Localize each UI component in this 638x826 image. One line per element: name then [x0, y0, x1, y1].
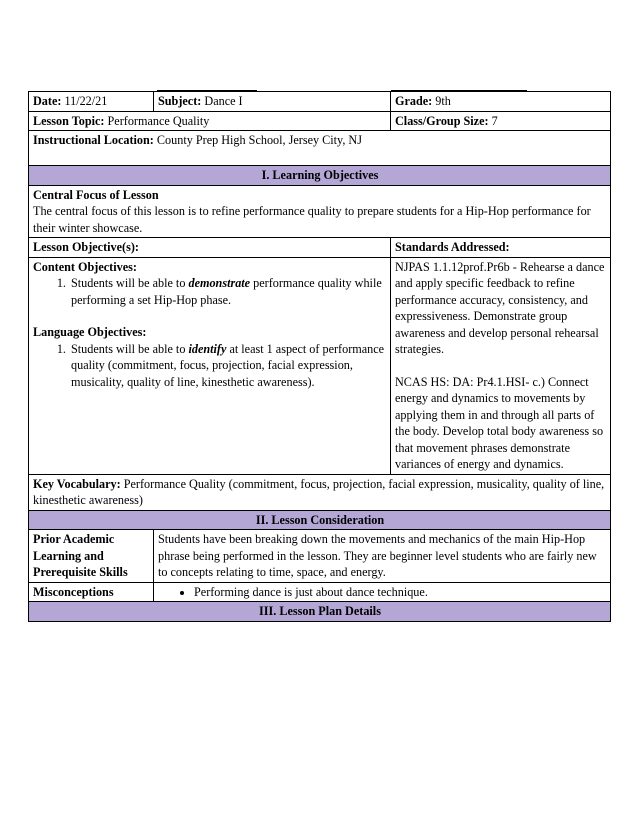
topic-value: Performance Quality [107, 113, 210, 128]
vocabulary-text: Performance Quality (commitment, focus, projection, facial expression, musicality, quality of line, kinesthetic awareness) [33, 476, 605, 507]
lesson-plan-table [28, 91, 611, 622]
location-label: Instructional Location: [33, 133, 154, 147]
standards-header: Standards Addressed: [395, 240, 510, 254]
vocabulary-row [29, 474, 611, 510]
misconceptions-label: Misconceptions [33, 584, 114, 599]
central-focus-text: The central focus of this lesson is to refine performance quality to prepare students for a Hip-Hop performance for their winter showcase. [33, 204, 591, 235]
language-objective-emphasis: identify [188, 341, 227, 356]
central-focus-row [29, 185, 611, 238]
grade-value: 9th [435, 94, 451, 108]
section-title-lesson-plan-details: III. Lesson Plan Details [29, 602, 611, 622]
standard-ncas: NCAS HS: DA: Pr4.1.HSI- c.) Connect energy and dynamics to movements by applying them in and through all parts of the body. Develop total body awareness so that movement phrases demonstrate variances of energy and dynamics. [395, 374, 604, 471]
date-value: 11/22/21 [64, 94, 108, 108]
content-objectives-title: Content Objectives: [33, 259, 137, 274]
content-objective-emphasis: demonstrate [188, 276, 251, 290]
vocabulary-cell [29, 474, 611, 510]
prior-learning-row [29, 530, 611, 583]
objective-header-cell [29, 238, 391, 258]
location-row [29, 131, 611, 166]
section-header-lesson-plan-details [29, 602, 611, 622]
prior-learning-label-cell [29, 530, 154, 583]
location-cell [29, 131, 611, 166]
misconceptions-label-cell [29, 582, 154, 602]
objectives-header-row [29, 238, 611, 258]
topic-label: Lesson Topic: [33, 113, 105, 128]
vocabulary-label: Key Vocabulary: [33, 476, 121, 491]
objectives-row [29, 257, 611, 474]
topic-cell [29, 111, 391, 131]
standards-header-cell [391, 238, 611, 258]
subject-label: Subject: [158, 94, 202, 108]
content-objectives-list [33, 275, 387, 308]
section-header-learning-objectives [29, 166, 611, 186]
language-objectives-title: Language Objectives: [33, 325, 147, 339]
class-size-label: Class/Group Size: [395, 113, 489, 128]
misconceptions-row [29, 582, 611, 602]
central-focus-cell [29, 185, 611, 238]
language-objectives-list [33, 341, 387, 391]
objective-header: Lesson Objective(s): [33, 240, 139, 254]
header-row-2 [29, 111, 611, 131]
subject-value: Dance I [204, 94, 243, 108]
content-objective-item: 1. Students will be able to demonstrate performance quality while performing a set Hip-Hop phase. [69, 275, 387, 308]
class-size-value: 7 [491, 113, 498, 128]
misconception-item: • Performing dance is just about dance technique. [194, 584, 607, 601]
grade-cell [391, 92, 611, 112]
section-title-lesson-consideration: II. Lesson Consideration [29, 510, 611, 530]
standards-cell [391, 257, 611, 474]
subject-cell [154, 92, 391, 112]
misconceptions-list [158, 584, 607, 601]
section-title-learning-objectives: I. Learning Objectives [29, 166, 611, 186]
date-cell [29, 92, 154, 112]
section-header-lesson-consideration [29, 510, 611, 530]
location-value: County Prep High School, Jersey City, NJ [156, 133, 362, 147]
central-focus-title: Central Focus of Lesson [33, 187, 159, 202]
objectives-cell [29, 257, 391, 474]
grade-label: Grade: [395, 94, 433, 108]
language-objective-item: 1. Students will be able to identify at least 1 aspect of performance quality (commitment, focus, projection, facial expression, musicality, quality of line, kinesthetic awareness). [69, 341, 387, 391]
misconceptions-cell [154, 582, 611, 602]
prior-learning-label: Prior Academic Learning and Prerequisite Skills [33, 532, 128, 579]
prior-learning-text: Students have been breaking down the movements and mechanics of the main Hip-Hop phrase being performed in the lesson. They are beginner level students who are fairly new to concepts relating to time, space, and energy. [154, 530, 611, 583]
class-size-cell [391, 111, 611, 131]
date-label: Date: [33, 94, 62, 108]
header-row-1 [29, 92, 611, 112]
standard-njpas: NJPAS 1.1.12prof.Pr6b - Rehearse a dance and apply specific feedback to refine performance accuracy, consistency, and expressiveness. Demonstrate group awareness and develop personal rehearsal strategies. [395, 259, 605, 356]
